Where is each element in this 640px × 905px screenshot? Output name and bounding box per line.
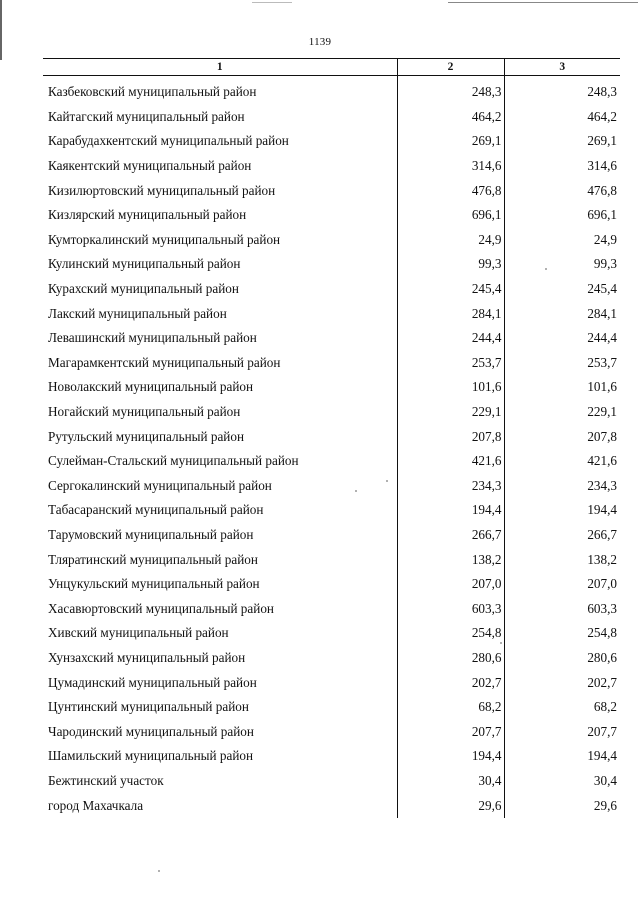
column-2-value-cell: 248,3 bbox=[397, 76, 504, 105]
column-3-value-cell: 30,4 bbox=[504, 769, 620, 794]
column-3-value-cell: 202,7 bbox=[504, 670, 620, 695]
district-name-cell: город Махачкала bbox=[48, 797, 144, 813]
table-row bbox=[43, 424, 620, 449]
district-name-cell: Лакский муниципальный район bbox=[48, 305, 227, 321]
column-3-value-cell: 101,6 bbox=[504, 375, 620, 400]
column-2-value-cell: 253,7 bbox=[397, 351, 504, 376]
table-row bbox=[43, 326, 620, 351]
table-header bbox=[43, 59, 620, 76]
column-2-value-cell: 24,9 bbox=[397, 228, 504, 253]
column-3-value-cell: 244,4 bbox=[504, 326, 620, 351]
scan-speck bbox=[158, 870, 160, 872]
table-row bbox=[43, 744, 620, 769]
column-2-value-cell: 254,8 bbox=[397, 621, 504, 646]
column-3-value-cell: 476,8 bbox=[504, 178, 620, 203]
table-row bbox=[43, 178, 620, 203]
table-row bbox=[43, 695, 620, 720]
scan-speck bbox=[386, 480, 388, 482]
district-name-cell: Шамильский муниципальный район bbox=[48, 748, 254, 764]
table-row bbox=[43, 154, 620, 179]
table-row bbox=[43, 105, 620, 130]
column-2-value-cell: 234,3 bbox=[397, 474, 504, 499]
table-row bbox=[43, 769, 620, 794]
column-2-value-cell: 269,1 bbox=[397, 129, 504, 154]
table-row bbox=[43, 449, 620, 474]
district-name-cell: Бежтинский участок bbox=[48, 772, 164, 788]
scan-rule-mark bbox=[252, 2, 292, 3]
column-3-value-cell: 68,2 bbox=[504, 695, 620, 720]
column-2-value-cell: 476,8 bbox=[397, 178, 504, 203]
scan-edge-mark bbox=[0, 0, 2, 60]
column-2-value-cell: 464,2 bbox=[397, 105, 504, 130]
column-3-value-cell: 248,3 bbox=[504, 76, 620, 105]
table-row bbox=[43, 301, 620, 326]
column-2-value-cell: 194,4 bbox=[397, 498, 504, 523]
column-3-value-cell: 603,3 bbox=[504, 596, 620, 621]
column-3-value-cell: 194,4 bbox=[504, 498, 620, 523]
column-2-value-cell: 30,4 bbox=[397, 769, 504, 794]
column-2-value-cell: 194,4 bbox=[397, 744, 504, 769]
table-row bbox=[43, 76, 620, 105]
table-row bbox=[43, 523, 620, 548]
table-row bbox=[43, 277, 620, 302]
allocation-table bbox=[43, 58, 620, 818]
column-header-2: 2 bbox=[397, 59, 504, 76]
table-row bbox=[43, 375, 620, 400]
district-name-cell: Хивский муниципальный район bbox=[48, 625, 229, 641]
table-row bbox=[43, 498, 620, 523]
table-row bbox=[43, 228, 620, 253]
table-row bbox=[43, 547, 620, 572]
district-name-cell: Кумторкалинский муниципальный район bbox=[48, 231, 281, 247]
district-name-cell: Чародинский муниципальный район bbox=[48, 723, 254, 739]
column-3-value-cell: 284,1 bbox=[504, 301, 620, 326]
district-name-cell: Унцукульский муниципальный район bbox=[48, 576, 260, 592]
column-3-value-cell: 24,9 bbox=[504, 228, 620, 253]
table-body bbox=[43, 76, 620, 818]
table-row bbox=[43, 252, 620, 277]
district-name-cell: Цунтинский муниципальный район bbox=[48, 699, 249, 715]
column-3-value-cell: 245,4 bbox=[504, 277, 620, 302]
table-row bbox=[43, 129, 620, 154]
district-name-cell: Сулейман-Стальский муниципальный район bbox=[48, 453, 299, 469]
district-name-cell: Кулинский муниципальный район bbox=[48, 256, 241, 272]
column-3-value-cell: 194,4 bbox=[504, 744, 620, 769]
column-header-3: 3 bbox=[504, 59, 620, 76]
district-name-cell: Рутульский муниципальный район bbox=[48, 428, 245, 444]
column-3-value-cell: 421,6 bbox=[504, 449, 620, 474]
district-name-cell: Магарамкентский муниципальный район bbox=[48, 354, 281, 370]
district-name-cell: Цумадинский муниципальный район bbox=[48, 674, 257, 690]
column-3-value-cell: 138,2 bbox=[504, 547, 620, 572]
district-name-cell: Курахский муниципальный район bbox=[48, 281, 239, 297]
district-name-cell: Каякентский муниципальный район bbox=[48, 158, 252, 174]
column-3-value-cell: 269,1 bbox=[504, 129, 620, 154]
column-3-value-cell: 99,3 bbox=[504, 252, 620, 277]
district-name-cell: Табасаранский муниципальный район bbox=[48, 502, 264, 518]
column-header-1: 1 bbox=[43, 59, 397, 76]
column-2-value-cell: 207,8 bbox=[397, 424, 504, 449]
district-name-cell: Новолакский муниципальный район bbox=[48, 379, 254, 395]
district-name-cell: Тарумовский муниципальный район bbox=[48, 526, 254, 542]
district-name-cell: Кизлярский муниципальный район bbox=[48, 207, 247, 223]
column-3-value-cell: 254,8 bbox=[504, 621, 620, 646]
table-row bbox=[43, 719, 620, 744]
column-2-value-cell: 244,4 bbox=[397, 326, 504, 351]
scan-top-rule bbox=[448, 2, 638, 3]
column-2-value-cell: 245,4 bbox=[397, 277, 504, 302]
district-name-cell: Сергокалинский муниципальный район bbox=[48, 477, 272, 493]
column-3-value-cell: 207,0 bbox=[504, 572, 620, 597]
table-row bbox=[43, 646, 620, 671]
column-2-value-cell: 101,6 bbox=[397, 375, 504, 400]
column-2-value-cell: 68,2 bbox=[397, 695, 504, 720]
column-3-value-cell: 280,6 bbox=[504, 646, 620, 671]
column-2-value-cell: 314,6 bbox=[397, 154, 504, 179]
district-name-cell: Ногайский муниципальный район bbox=[48, 404, 241, 420]
column-2-value-cell: 29,6 bbox=[397, 793, 504, 818]
column-2-value-cell: 207,0 bbox=[397, 572, 504, 597]
column-3-value-cell: 464,2 bbox=[504, 105, 620, 130]
district-name-cell: Казбековский муниципальный район bbox=[48, 84, 257, 100]
table-row bbox=[43, 621, 620, 646]
page-number: 1139 bbox=[308, 36, 332, 48]
table-row bbox=[43, 670, 620, 695]
column-2-value-cell: 202,7 bbox=[397, 670, 504, 695]
table-row bbox=[43, 351, 620, 376]
district-name-cell: Хунзахский муниципальный район bbox=[48, 649, 246, 665]
column-2-value-cell: 99,3 bbox=[397, 252, 504, 277]
column-3-value-cell: 207,8 bbox=[504, 424, 620, 449]
column-3-value-cell: 696,1 bbox=[504, 203, 620, 228]
column-3-value-cell: 253,7 bbox=[504, 351, 620, 376]
table-row bbox=[43, 474, 620, 499]
scan-speck bbox=[355, 490, 357, 492]
column-2-value-cell: 421,6 bbox=[397, 449, 504, 474]
district-name-cell: Кайтагский муниципальный район bbox=[48, 108, 245, 124]
district-name-cell: Карабудахкентский муниципальный район bbox=[48, 133, 289, 149]
column-3-value-cell: 234,3 bbox=[504, 474, 620, 499]
column-2-value-cell: 696,1 bbox=[397, 203, 504, 228]
scan-speck bbox=[545, 268, 547, 270]
district-name-cell: Хасавюртовский муниципальный район bbox=[48, 600, 274, 616]
column-2-value-cell: 280,6 bbox=[397, 646, 504, 671]
table-row bbox=[43, 793, 620, 818]
column-2-value-cell: 284,1 bbox=[397, 301, 504, 326]
column-3-value-cell: 229,1 bbox=[504, 400, 620, 425]
table-row bbox=[43, 203, 620, 228]
column-3-value-cell: 266,7 bbox=[504, 523, 620, 548]
scan-speck bbox=[500, 642, 502, 644]
district-name-cell: Кизилюртовский муниципальный район bbox=[48, 182, 276, 198]
column-2-value-cell: 207,7 bbox=[397, 719, 504, 744]
district-name-cell: Левашинский муниципальный район bbox=[48, 330, 257, 346]
column-3-value-cell: 29,6 bbox=[504, 793, 620, 818]
column-3-value-cell: 314,6 bbox=[504, 154, 620, 179]
column-2-value-cell: 603,3 bbox=[397, 596, 504, 621]
table-row bbox=[43, 596, 620, 621]
column-2-value-cell: 266,7 bbox=[397, 523, 504, 548]
column-2-value-cell: 229,1 bbox=[397, 400, 504, 425]
table-row bbox=[43, 572, 620, 597]
table-row bbox=[43, 400, 620, 425]
header-row bbox=[43, 59, 620, 76]
column-2-value-cell: 138,2 bbox=[397, 547, 504, 572]
district-name-cell: Тляратинский муниципальный район bbox=[48, 551, 258, 567]
column-3-value-cell: 207,7 bbox=[504, 719, 620, 744]
